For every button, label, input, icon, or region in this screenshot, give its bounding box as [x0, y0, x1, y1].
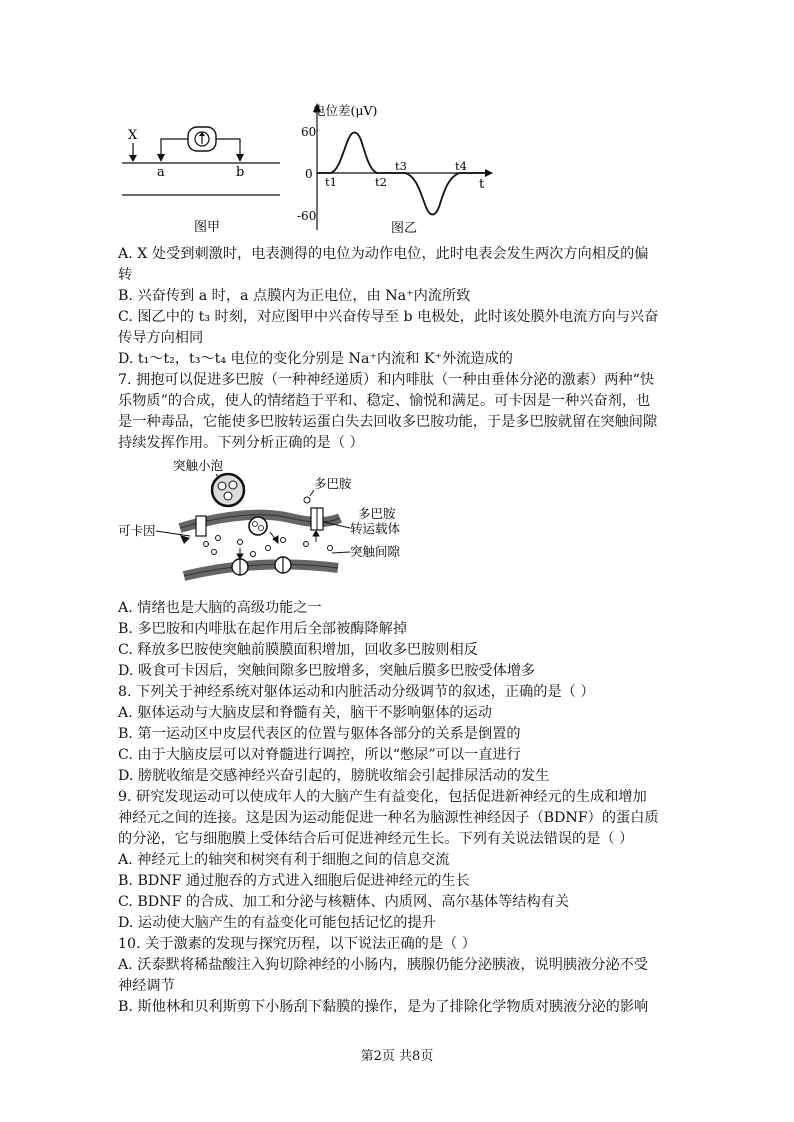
- q8-option-a: A. 躯体运动与大脑皮层和脊髓有关，脑干不影响躯体的运动: [118, 705, 492, 721]
- t1-label: t1: [325, 175, 337, 189]
- t4-label: t4: [455, 159, 467, 173]
- q6-option-c-line2: 传导方向相同: [118, 330, 204, 346]
- y-axis-label: 电位差(μV): [313, 103, 378, 118]
- synapse-figure: [118, 456, 418, 596]
- q6-option-a-line1: A. X 处受到刺激时，电表测得的电位为动作电位，此时电表会发生两次方向相反的偏: [118, 246, 649, 262]
- caption-yi: 图乙: [391, 221, 418, 236]
- q10-stem: 10. 关于激素的发现与探究历程，以下说法正确的是（ ）: [118, 936, 476, 952]
- figure-jia: [118, 115, 288, 237]
- q8-option-d: D. 膀胱收缩是交感神经兴奋引起的，膀胱收缩会引起排尿活动的发生: [118, 768, 550, 784]
- q7-stem-line4: 持续发挥作用。下列分析正确的是（ ）: [118, 435, 364, 451]
- q8-stem: 8. 下列关于神经系统对躯体运动和内脏活动分级调节的叙述，正确的是（ ）: [118, 684, 595, 700]
- q9-stem-line2: 神经元之间的连接。这是因为运动能促进一种名为脑源性神经因子（BDNF）的蛋白质: [118, 810, 659, 826]
- synaptic-vesicle-icon: [212, 474, 244, 506]
- q9-option-a: A. 神经元上的轴突和树突有利于细胞之间的信息交流: [118, 852, 450, 868]
- q8-option-b: B. 第一运动区中皮层代表区的位置与躯体各部分的关系是倒置的: [118, 726, 521, 742]
- q9-stem-line3: 的分泌，它与细胞膜上受体结合后可促进神经元生长。下列有关说法错误的是（ ）: [118, 831, 634, 847]
- q7-stem-line3: 是一种毒品，它能使多巴胺转运蛋白失去回收多巴胺功能，于是多巴胺就留在突触间隙: [118, 414, 658, 430]
- q6-option-c-line1: C. 图乙中的 t₃ 时刻，对应图甲中兴奋传导至 b 电极处，此时该处膜外电流方向与兴奋: [118, 309, 659, 325]
- dopamine-label: 多巴胺: [314, 476, 352, 491]
- y-tick-60: 60: [301, 125, 317, 139]
- y-tick-neg60: -60: [297, 209, 317, 223]
- q7-stem-line2: 乐物质”的合成，使人的情绪趋于平和、稳定、愉悦和满足。可卡因是一种兴奋剂，也: [118, 393, 651, 409]
- t2-label: t2: [375, 175, 387, 189]
- q7-option-d: D. 吸食可卡因后，突触间隙多巴胺增多，突触后膜多巴胺受体增多: [118, 663, 536, 679]
- transporter-label-l2: 转运载体: [350, 521, 401, 536]
- q7-stem-line1: 7. 拥抱可以促进多巴胺（一种神经递质）和内啡肽（一种由垂体分泌的激素）两种“快: [118, 372, 655, 388]
- q9-option-d: D. 运动使大脑产生的有益变化可能包括记忆的提升: [118, 915, 436, 931]
- point-b-label: b: [236, 165, 245, 180]
- q10-option-a-line1: A. 沃泰默将稀盐酸注入狗切除神经的小肠内，胰腺仍能分泌胰液，说明胰液分泌不受: [118, 957, 649, 973]
- x-label: X: [128, 128, 138, 143]
- page-footer: 第2页 共8页: [360, 1049, 434, 1064]
- q8-option-c: C. 由于大脑皮层可以对脊髓进行调控，所以“憋尿”可以一直进行: [118, 747, 521, 763]
- caption-jia: 图甲: [194, 220, 221, 235]
- q9-stem-line1: 9. 研究发现运动可以使成年人的大脑产生有益变化，包括促进新神经元的生成和增加: [118, 789, 647, 805]
- q10-option-b: B. 斯他林和贝利斯剪下小肠刮下黏膜的操作，是为了排除化学物质对胰液分泌的影响: [118, 999, 649, 1015]
- cocaine-label: 可卡因: [118, 523, 156, 538]
- q9-option-c: C. BDNF 的合成、加工和分泌与核糖体、内质网、高尔基体等结构有关: [118, 894, 570, 910]
- y-tick-0: 0: [305, 167, 313, 181]
- q6-option-a-line2: 转: [118, 267, 133, 283]
- transporter-label-l1: 多巴胺: [358, 506, 396, 521]
- t-axis-label: t: [479, 177, 485, 192]
- vesicle-label: 突触小泡: [173, 458, 224, 473]
- q9-option-b: B. BDNF 通过胞吞的方式进入细胞后促进神经元的生长: [118, 873, 470, 889]
- q7-option-b: B. 多巴胺和内啡肽在起作用后全部被酶降解掉: [118, 621, 408, 637]
- q7-option-c: C. 释放多巴胺使突触前膜膜面积增加，回收多巴胺则相反: [118, 642, 478, 658]
- point-a-label: a: [157, 165, 165, 180]
- q6-option-b: B. 兴奋传到 a 时，a 点膜内为正电位，由 Na⁺内流所致: [118, 288, 471, 304]
- t3-label: t3: [395, 159, 407, 173]
- cleft-label: 突触间隙: [350, 544, 401, 559]
- figure-yi-potential-graph: [293, 100, 513, 238]
- q7-option-a: A. 情绪也是大脑的高级功能之一: [118, 600, 322, 616]
- q6-option-d: D. t₁～t₂，t₃～t₄ 电位的变化分别是 Na⁺内流和 K⁺外流造成的: [118, 351, 513, 367]
- q10-option-a-line2: 神经调节: [118, 978, 175, 994]
